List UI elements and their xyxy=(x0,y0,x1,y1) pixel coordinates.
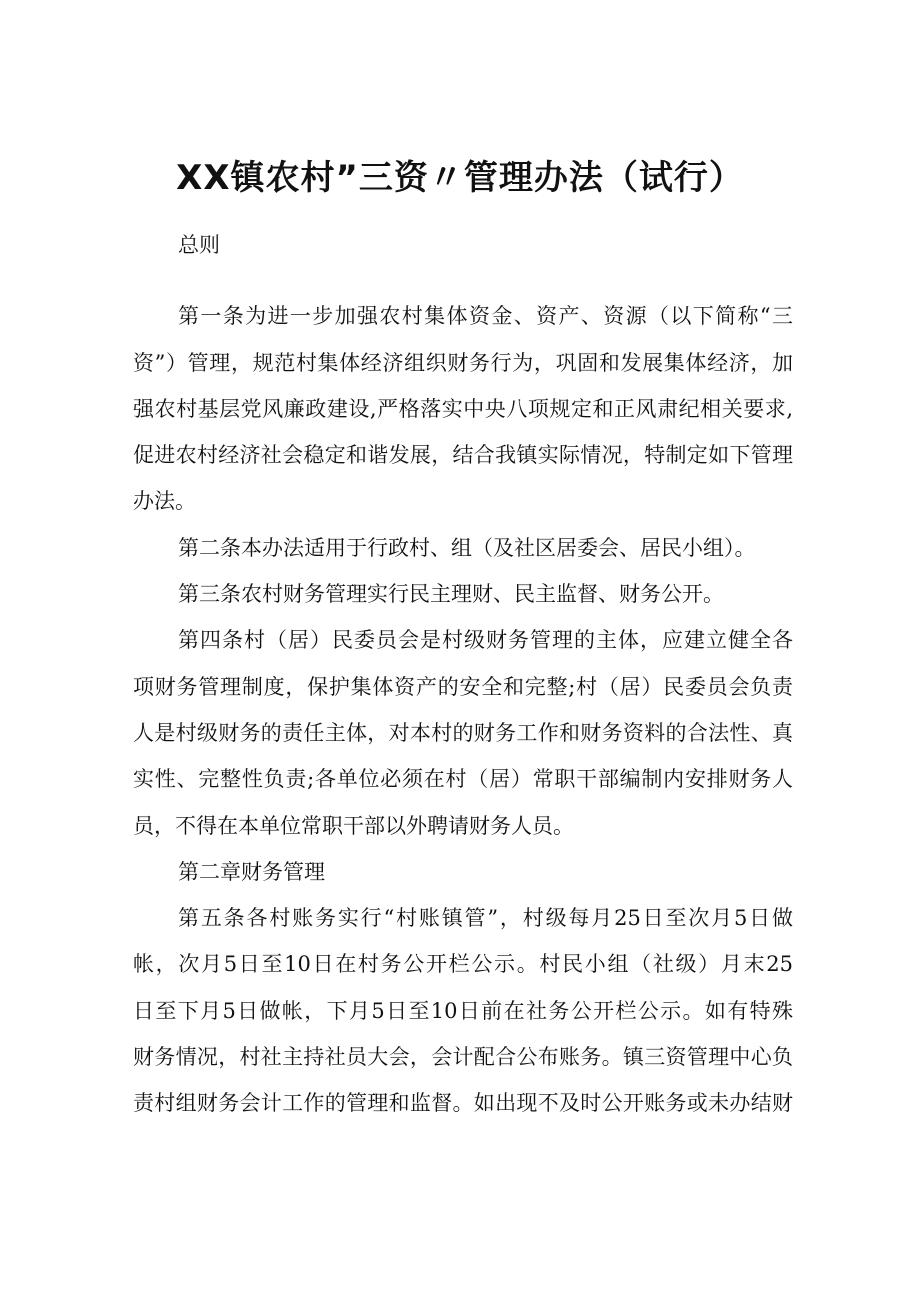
text-line: 帐，次月5日至10日在村务公开栏公示。村民小组（社级）月末25 xyxy=(133,952,793,977)
text-line: 员，不得在本单位常职干部以外聘请财务人员。 xyxy=(133,813,574,838)
text-line: 第二章财务管理 xyxy=(178,859,325,884)
paragraph xyxy=(133,571,793,617)
text-line: 总则 xyxy=(178,233,220,257)
paragraph xyxy=(133,222,793,268)
text-line: 第一条为进一步加强农村集体资金、资产、资源（以下简称“三 xyxy=(178,304,793,329)
text-line: 责村组财务会计工作的管理和监督。如出现不及时公开账务或未办结财 xyxy=(133,1091,793,1116)
text-line: 实性、完整性负责;各单位必须在村（居）常职干部编制内安排财务人 xyxy=(133,767,793,792)
document-body xyxy=(133,222,793,1127)
text-line: 办法。 xyxy=(133,489,196,514)
document-title: XX镇农村”三资〃管理办法（试行） xyxy=(176,158,744,198)
paragraph xyxy=(133,293,793,524)
text-line: 促进农村经济社会稳定和谐发展，结合我镇实际情况，特制定如下管理 xyxy=(133,443,793,468)
text-line: 日至下月5日做帐，下月5日至10日前在社务公开栏公示。如有特殊 xyxy=(133,998,793,1023)
text-line: 项财务管理制度，保护集体资产的安全和完整;村（居）民委员会负责 xyxy=(133,674,793,699)
text-line: 人是村级财务的责任主体，对本村的财务工作和财务资料的合法性、真 xyxy=(133,720,793,745)
text-line: 强农村基层党风廉政建设,严格落实中央八项规定和正风肃纪相关要求, xyxy=(133,396,793,421)
text-line: 第五条各村账务实行“村账镇管”，村级每月25日至次月5日做 xyxy=(178,906,793,931)
text-line: 第四条村（居）民委员会是村级财务管理的主体，应建立健全各 xyxy=(178,628,793,653)
text-line: 第二条本办法适用于行政村、组（及社区居委会、居民小组）。 xyxy=(178,535,756,560)
paragraph xyxy=(133,849,793,895)
text-line: 资”）管理，规范村集体经济组织财务行为，巩固和发展集体经济，加 xyxy=(133,350,793,375)
paragraph xyxy=(133,895,793,1126)
paragraph xyxy=(133,525,793,571)
paragraph xyxy=(133,617,793,848)
text-line: 第三条农村财务管理实行民主理财、民主监督、财务公开。 xyxy=(178,582,724,607)
text-line: 财务情况，村社主持社员大会，会计配合公布账务。镇三资管理中心负 xyxy=(133,1045,793,1070)
